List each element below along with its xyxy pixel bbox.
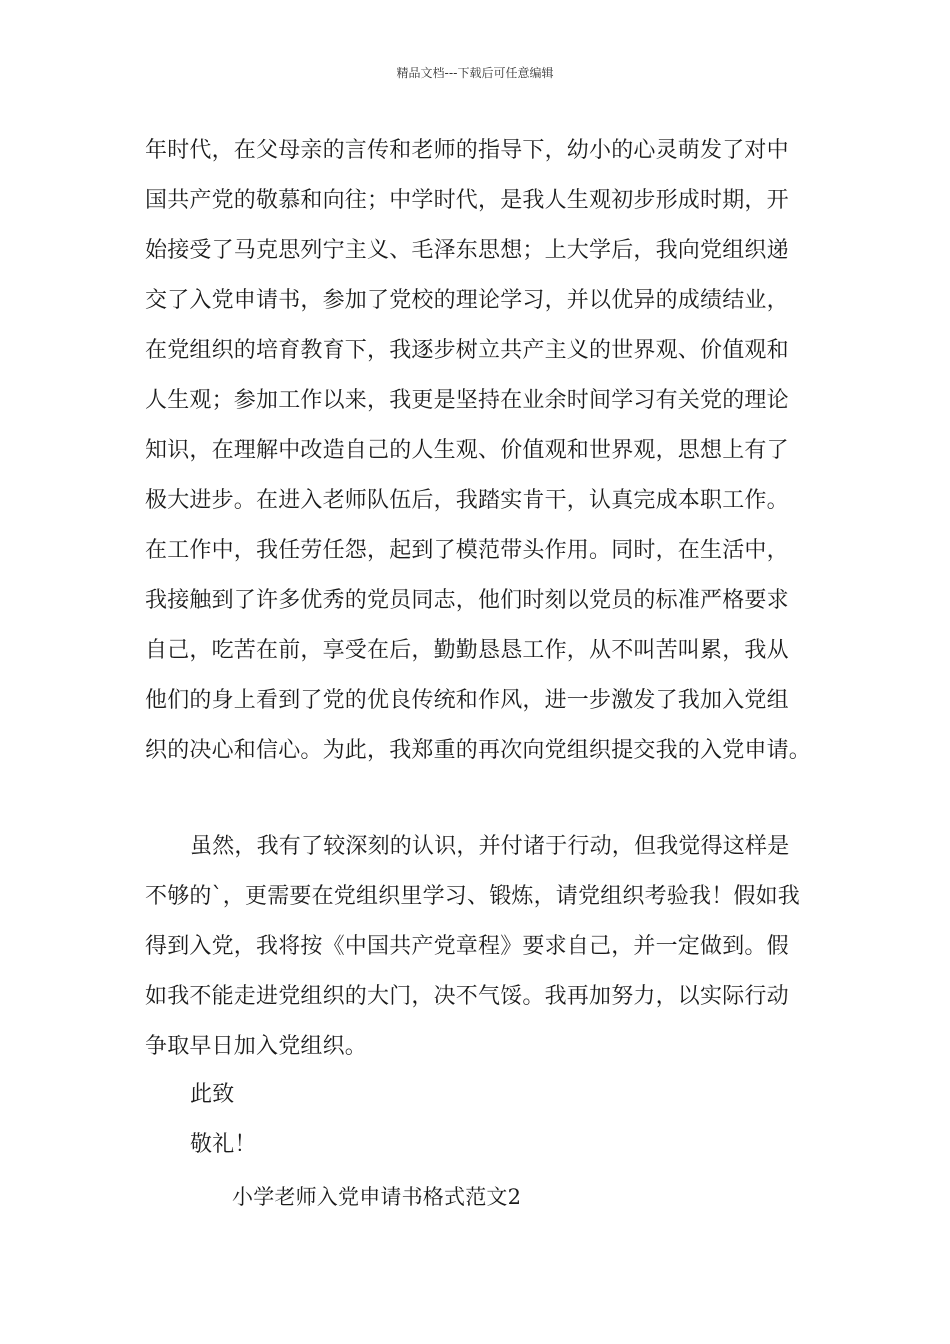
text-line: 知识，在理解中改造自己的人生观、价值观和世界观，思想上有了 — [145, 438, 789, 463]
text-line: 得到入党，我将按《中国共产党章程》要求自己，并一定做到。假 — [145, 934, 789, 959]
text-line: 织的决心和信心。为此，我郑重的再次向党组织提交我的入党申请。 — [145, 738, 812, 763]
text-line: 年时代，在父母亲的言传和老师的指导下，幼小的心灵萌发了对中 — [145, 138, 789, 163]
text-line: 争取早日加入党组织。 — [145, 1034, 368, 1059]
text-line: 我接触到了许多优秀的党员同志，他们时刻以党员的标准严格要求 — [145, 588, 789, 613]
text-line: 人生观；参加工作以来，我更是坚持在业余时间学习有关党的理论 — [145, 388, 789, 413]
text-line: 极大进步。在进入老师队伍后，我踏实肯干，认真完成本职工作。 — [145, 488, 789, 513]
text-line: 虽然，我有了较深刻的认识，并付诸于行动，但我觉得这样是 — [190, 834, 790, 859]
text-line: 自己，吃苦在前，享受在后，勤勤恳恳工作，从不叫苦叫累，我从 — [145, 638, 789, 663]
text-line: 他们的身上看到了党的优良传统和作风，进一步激发了我加入党组 — [145, 688, 789, 713]
next-section-title: 小学老师入党申请书格式范文2 — [232, 1185, 522, 1209]
text-line: 交了入党申请书，参加了党校的理论学习，并以优异的成绩结业， — [145, 288, 789, 313]
text-line: 在工作中，我任劳任怨，起到了模范带头作用。同时，在生活中， — [145, 538, 789, 563]
text-line: 不够的`，更需要在党组织里学习、锻炼，请党组织考验我！假如我 — [145, 884, 801, 909]
text-line: 国共产党的敬慕和向往；中学时代，是我人生观初步形成时期，开 — [145, 188, 789, 213]
text-line: 始接受了马克思列宁主义、毛泽东思想；上大学后，我向党组织递 — [145, 238, 789, 263]
closing-salutation: 此致 — [190, 1082, 235, 1107]
text-line: 在党组织的培育教育下，我逐步树立共产主义的世界观、价值观和 — [145, 338, 789, 363]
closing-regards: 敬礼！ — [190, 1132, 257, 1157]
page-header: 精品文档---下载后可任意编辑 — [396, 66, 554, 80]
text-line: 如我不能走进党组织的大门，决不气馁。我再加努力，以实际行动 — [145, 984, 789, 1009]
